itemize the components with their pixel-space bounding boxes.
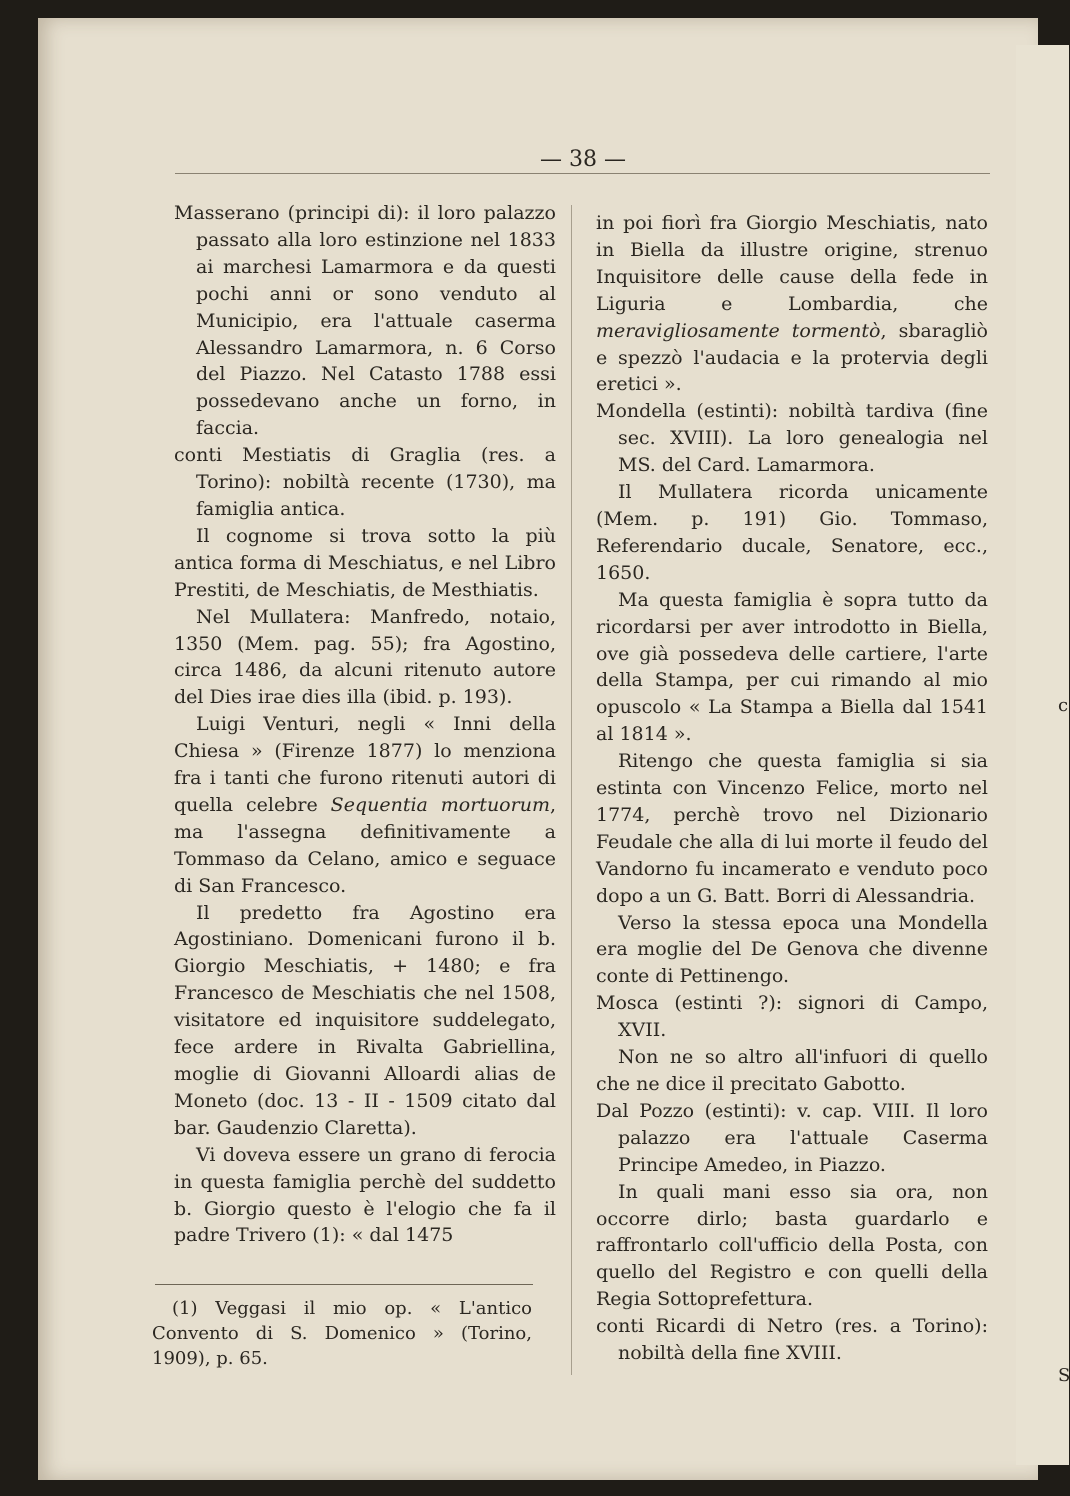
paragraph: In quali mani esso sia ora, non occorre dirlo; basta guardarlo e raffrontarlo coll'ufficio della Posta, con quello del Registro e con quelli della Regia Sottoprefettura. xyxy=(596,1180,988,1311)
paragraph xyxy=(174,711,556,899)
text-run: Luigi Venturi, negli « Inni della Chiesa » (Firenze 1877) lo menziona fra i tanti che furono ritenuti autori di quella celebre xyxy=(174,713,556,816)
paragraph xyxy=(596,210,988,398)
paragraph: Masserano (principi di): il loro palazzo passato alla loro estinzione nel 1833 ai marchesi Lamarmora e da questi pochi anni or sono venduto al Municipio, era l'attuale caserma Alessandro Lamarmora, n. 6 Corso del Piazzo. Nel Catasto 1788 essi possedevano anche un forno, in faccia. xyxy=(174,202,556,440)
paragraph: Non ne so altro all'infuori di quello che ne dice il precitato Gabotto. xyxy=(596,1046,988,1095)
paragraph: Dal Pozzo (estinti): v. cap. VIII. Il loro palazzo era l'attuale Caserma Principe Amedeo, in Piazzo. xyxy=(596,1099,988,1176)
right-column xyxy=(596,210,988,1367)
text-run: , sbaragliò e spezzò l'audacia e la protervia degli eretici ». xyxy=(596,319,988,396)
paragraph: Mondella (estinti): nobiltà tardiva (fine sec. XVIII). La loro genealogia nel MS. del Card. Lamarmora. xyxy=(596,400,988,477)
header-rule xyxy=(175,173,990,174)
paragraph: Ma questa famiglia è sopra tutto da ricordarsi per aver introdotto in Biella, ove già possedeva delle cartiere, l'arte della Stampa, per cui rimando al mio opuscolo « La Stampa a Biella dal 1541 al 1814 ». xyxy=(596,588,988,746)
column-divider xyxy=(571,205,572,1375)
paragraph: Il predetto fra Agostino era Agostiniano. Domenicani furono il b. Giorgio Meschiatis, + 1480; e fra Francesco de Meschiatis che nel 1508, visitatore ed inquisitore suddelegato, fece ardere in Rivalta Gabriellina, moglie di Giovanni Alloardi alias de Moneto (doc. 13 - II - 1509 citato dal bar. Gaudenzio Claretta). xyxy=(174,901,556,1139)
paragraph: Il Mullatera ricorda unicamente (Mem. p. 191) Gio. Tommaso, Referendario ducale, Senatore, ecc., 1650. xyxy=(596,481,988,584)
facing-page-letter: c xyxy=(1058,695,1069,716)
left-column xyxy=(174,200,556,1249)
italic-run: meravigliosamente tormentò xyxy=(596,319,881,342)
paragraph: Ritengo che questa famiglia si sia estinta con Vincenzo Felice, morto nel 1774, perchè trovo nel Dizionario Feudale che alla di lui morte il feudo del Vandorno fu incamerato e venduto poco dopo a un G. Batt. Borri di Alessandria. xyxy=(596,750,988,907)
paragraph: conti Mestiatis di Graglia (res. a Torino): nobiltà recente (1730), ma famiglia antica. xyxy=(174,444,556,520)
page-number: — 38 — xyxy=(540,147,626,172)
paragraph: Verso la stessa epoca una Mondella era moglie del De Genova che divenne conte di Pettinengo. xyxy=(596,911,988,988)
paragraph: Il cognome si trova sotto la più antica forma di Meschiatus, e nel Libro Prestiti, de Meschiatis, de Mesthiatis. xyxy=(174,524,556,601)
text-run: , ma l'assegna definitivamente a Tommaso da Celano, amico e seguace di San Francesco. xyxy=(174,793,557,897)
italic-run: Sequentia mortuorum xyxy=(330,793,550,816)
paragraph: Nel Mullatera: Manfredo, notaio, 1350 (Mem. pag. 55); fra Agostino, circa 1486, da alcuni ritenuto autore del Dies irae dies illa (ibid. p. 193). xyxy=(174,605,556,709)
facing-page-edge xyxy=(1016,45,1069,1465)
paragraph: Mosca (estinti ?): signori di Campo, XVII. xyxy=(596,992,988,1042)
footnote: (1) Veggasi il mio op. « L'antico Convento di S. Domenico » (Torino, 1909), p. 65. xyxy=(152,1298,532,1369)
paragraph: conti Ricardi di Netro (res. a Torino): nobiltà della fine XVIII. xyxy=(596,1315,988,1365)
paragraph: Vi doveva essere un grano di ferocia in questa famiglia perchè del suddetto b. Giorgio questo è l'elogio che fa il padre Trivero (1): « dal 1475 xyxy=(174,1143,556,1247)
facing-page-letter: S xyxy=(1058,1365,1070,1386)
footnote-rule xyxy=(155,1284,533,1285)
text-run: in poi fiorì fra Giorgio Meschiatis, nato in Biella da illustre origine, strenuo Inquisitore delle cause della fede in Liguria e Lombardia, che xyxy=(596,212,988,315)
